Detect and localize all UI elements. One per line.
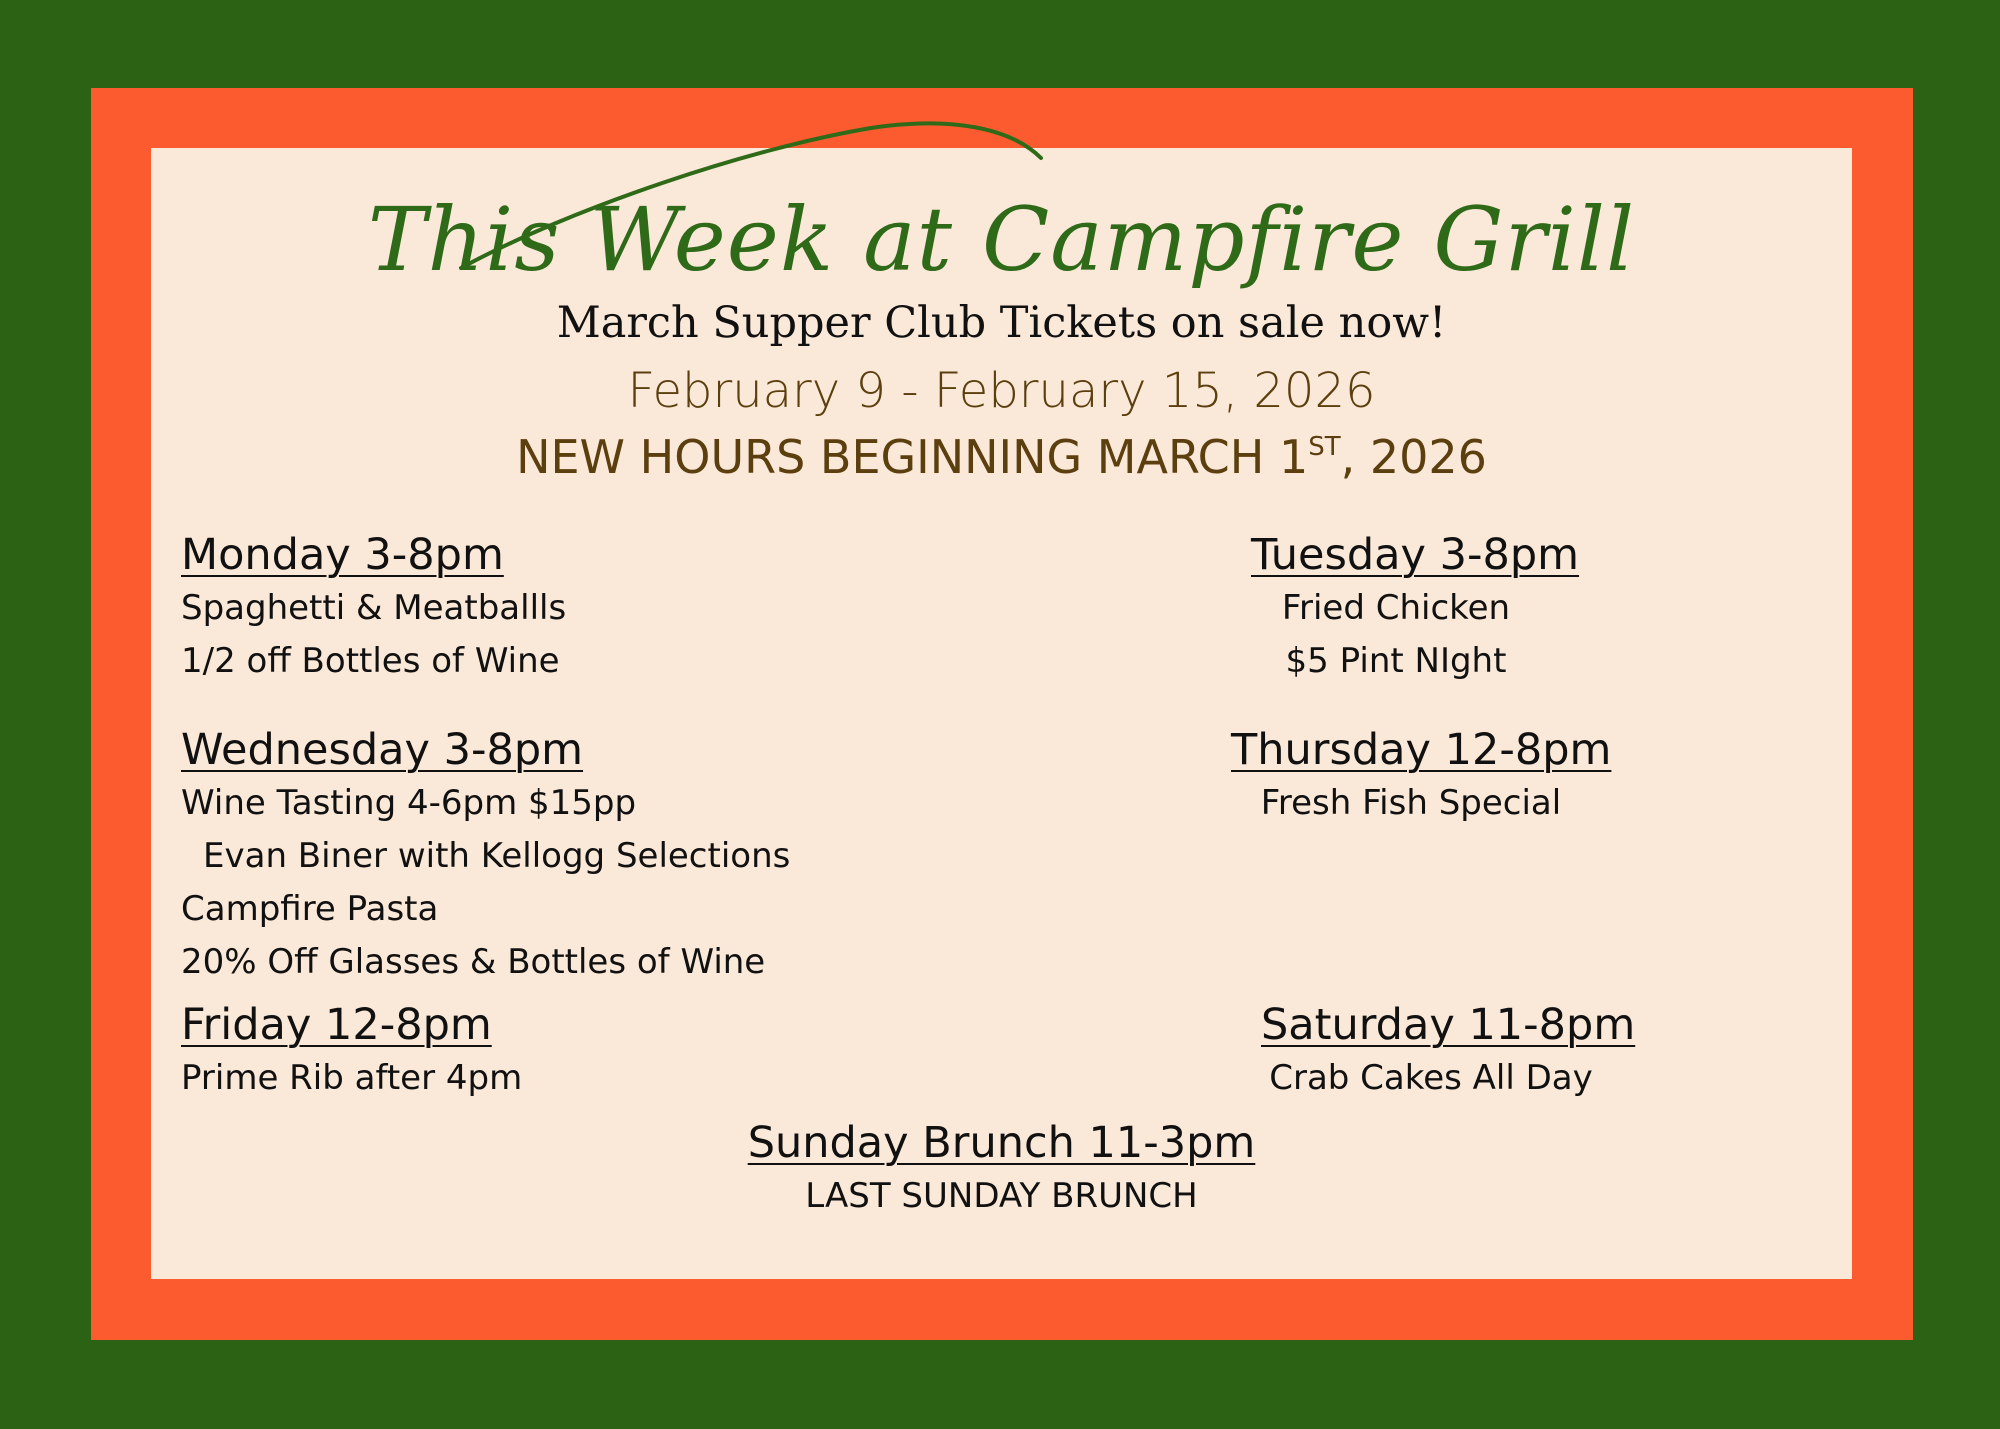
tuesday-heading: Tuesday 3-8pm xyxy=(1251,530,1580,580)
sunday-block xyxy=(151,1116,1852,1223)
wednesday-heading: Wednesday 3-8pm xyxy=(181,725,584,775)
thursday-heading: Thursday 12-8pm xyxy=(1231,725,1612,775)
new-hours-notice xyxy=(151,430,1852,484)
friday-heading: Friday 12-8pm xyxy=(181,1000,492,1050)
new-hours-text: NEW HOURS BEGINNING MARCH 1 xyxy=(516,430,1309,484)
supper-club-announcement: March Supper Club Tickets on sale now! xyxy=(556,298,1447,348)
wednesday-item: Wine Tasting 4-6pm $15pp xyxy=(181,783,637,823)
date-range: February 9 - February 15, 2026 xyxy=(627,363,1376,419)
wednesday-item: Evan Biner with Kellogg Selections xyxy=(203,836,791,876)
tuesday-block xyxy=(1251,528,1580,688)
weekly-specials-panel xyxy=(151,148,1852,1279)
saturday-block xyxy=(1261,998,1636,1105)
saturday-item: Crab Cakes All Day xyxy=(1269,1058,1593,1098)
wednesday-block xyxy=(181,723,790,989)
monday-item: Spaghetti & Meatballls xyxy=(181,588,567,628)
monday-block xyxy=(181,528,566,688)
tuesday-item: Fried Chicken xyxy=(1281,588,1511,628)
wednesday-item: 20% Off Glasses & Bottles of Wine xyxy=(181,942,766,982)
thursday-block xyxy=(1231,723,1612,830)
sunday-item: LAST SUNDAY BRUNCH xyxy=(805,1176,1198,1216)
saturday-heading: Saturday 11-8pm xyxy=(1261,1000,1636,1050)
page-title: This Week at Campfire Grill xyxy=(367,188,1636,291)
monday-heading: Monday 3-8pm xyxy=(181,530,504,580)
tuesday-item: $5 Pint NIght xyxy=(1285,641,1507,681)
new-hours-year: , 2026 xyxy=(1340,430,1487,484)
wednesday-item: Campfire Pasta xyxy=(181,889,439,929)
monday-item: 1/2 off Bottles of Wine xyxy=(181,641,560,681)
thursday-item: Fresh Fish Special xyxy=(1260,783,1562,823)
new-hours-ordinal: ST xyxy=(1308,432,1341,462)
sunday-heading: Sunday Brunch 11-3pm xyxy=(747,1118,1256,1168)
friday-item: Prime Rib after 4pm xyxy=(181,1058,523,1098)
friday-block xyxy=(181,998,522,1105)
